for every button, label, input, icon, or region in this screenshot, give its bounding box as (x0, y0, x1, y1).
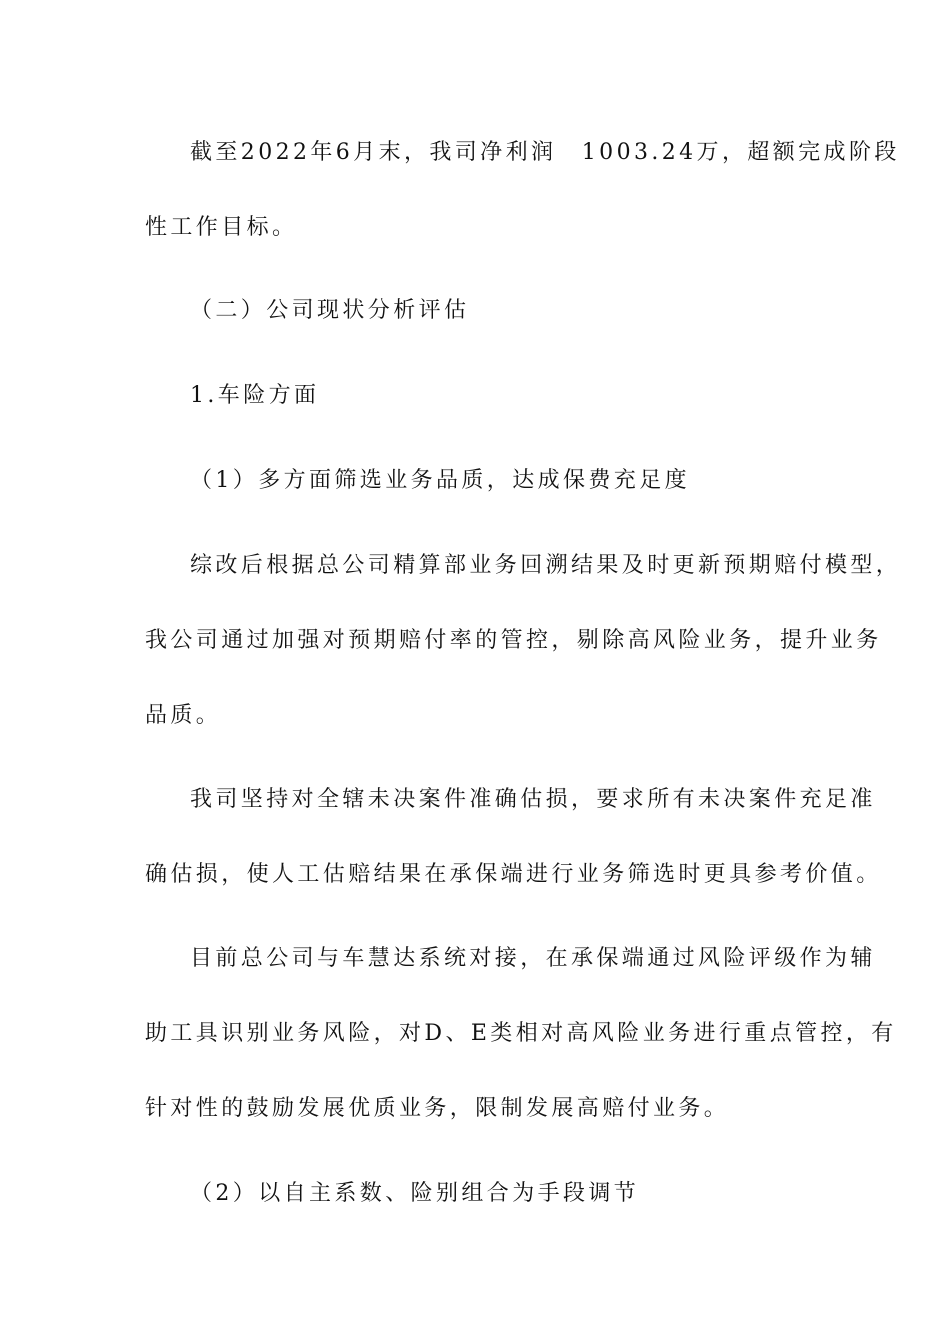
paragraph-claims-line-2: 确估损，使人工估赔结果在承保端进行业务筛选时更具参考价值。 (145, 862, 882, 887)
subsection-heading-auto-insurance: 1.车险方面 (190, 383, 320, 408)
paragraph-claims-line-1: 我司坚持对全辖未决案件准确估损，要求所有未决案件充足准 (190, 787, 876, 812)
paragraph-risk-line-3: 针对性的鼓励发展优质业务，限制发展高赔付业务。 (145, 1096, 730, 1121)
paragraph-risk-line-2: 助工具识别业务风险，对D、E类相对高风险业务进行重点管控，有 (145, 1021, 897, 1046)
paragraph-model-line-3: 品质。 (145, 703, 222, 728)
paragraph-model-line-2: 我公司通过加强对预期赔付率的管控，剔除高风险业务，提升业务 (145, 628, 882, 653)
paragraph-profit-line-1: 截至2022年6月末，我司净利润 1003.24万，超额完成阶段 (190, 140, 900, 165)
item-heading-1: （1）多方面筛选业务品质，达成保费充足度 (190, 468, 690, 493)
section-heading-status-analysis: （二）公司现状分析评估 (190, 298, 470, 323)
paragraph-model-line-1: 综改后根据总公司精算部业务回溯结果及时更新预期赔付模型， (190, 553, 902, 578)
item-heading-2: （2）以自主系数、险别组合为手段调节 (190, 1181, 640, 1206)
paragraph-risk-line-1: 目前总公司与车慧达系统对接，在承保端通过风险评级作为辅 (190, 946, 876, 971)
paragraph-profit-line-2: 性工作目标。 (145, 215, 298, 240)
